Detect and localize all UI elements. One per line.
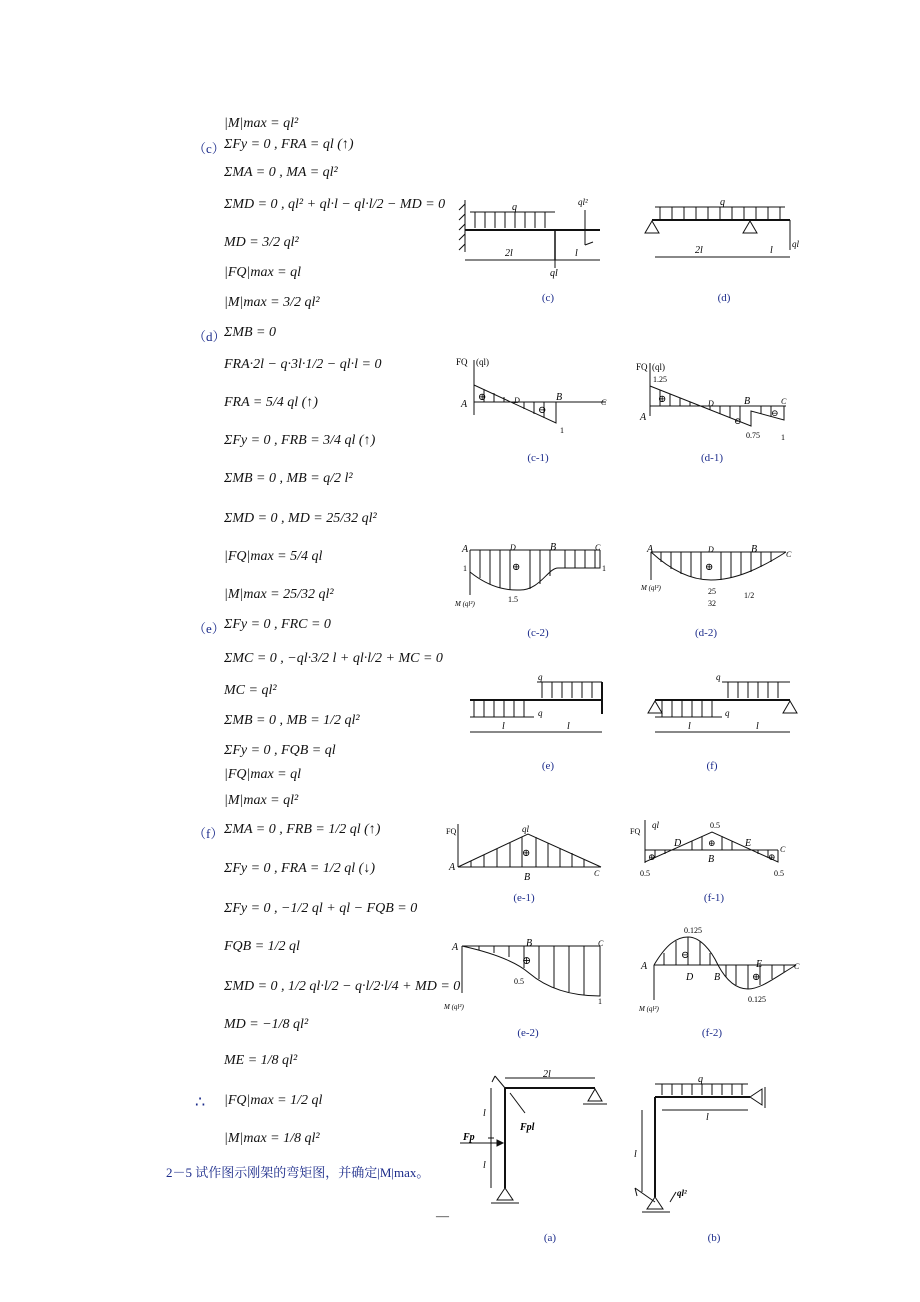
point-e: E (745, 838, 752, 849)
sign-plus: ⊕ (705, 562, 714, 573)
fpl-label: Fpl (520, 1122, 535, 1133)
fq-axis-label: FQ (636, 362, 648, 372)
caption-e1: (e-1) (513, 892, 535, 904)
sign-plus: ⊕ (768, 852, 776, 862)
eq-line: ΣMD = 0 , 1/2 ql·l/2 − q·l/2·l/4 + MD = 0 (224, 979, 461, 994)
fq-axis-label: FQ (446, 827, 457, 836)
point-b: B (708, 854, 715, 865)
q-label: q (512, 202, 517, 213)
eq-line: ME = 1/8 ql² (224, 1053, 298, 1068)
point-a: A (449, 862, 456, 873)
span-2l-label: 2l (695, 245, 703, 256)
value-0-125: 0.125 (684, 926, 702, 935)
point-d: D (708, 545, 714, 554)
figure-d2-moment (636, 540, 806, 615)
value-1: 1 (598, 997, 602, 1006)
figure-e1-shear (446, 822, 611, 884)
point-c: C (781, 397, 787, 406)
eq-line: MC = ql² (224, 683, 277, 698)
q-label: q (720, 197, 725, 208)
m-axis-label: M (ql²) (639, 1005, 659, 1013)
value-0-5: 0.5 (774, 869, 784, 878)
eq-line: ΣFy = 0 , −1/2 ql + ql − FQB = 0 (224, 901, 418, 916)
q-label: q (538, 672, 543, 682)
caption-d2: (d-2) (695, 627, 717, 639)
eq-line: ΣFy = 0 , FRA = ql (↑) (224, 137, 354, 152)
eq-line: ΣFy = 0 , FRB = 3/4 ql (↑) (224, 433, 376, 448)
eq-line: MD = 3/2 ql² (224, 235, 299, 250)
point-a: A (462, 544, 469, 555)
sign-plus: ⊕ (708, 838, 716, 848)
value-32: 32 (708, 599, 716, 608)
value-1-5: 1.5 (508, 595, 518, 604)
point-b: B (714, 972, 721, 983)
figure-f1-shear (630, 818, 800, 880)
caption-f: (f) (706, 760, 718, 772)
value-1: 1 (463, 564, 467, 573)
span-l-label: l (567, 721, 570, 732)
eq-line: ΣMA = 0 , FRB = 1/2 ql (↑) (224, 822, 381, 837)
value-1: 1 (602, 564, 606, 573)
span-l-label: l (634, 1149, 637, 1160)
span-l-label: l (706, 1112, 709, 1123)
figure-a-frame (455, 1068, 615, 1218)
value-half: 1/2 (744, 591, 755, 600)
eq-line: |M|max = 1/8 ql² (224, 1131, 320, 1146)
eq-line: ΣMD = 0 , ql² + ql·l − ql·l/2 − MD = 0 (224, 197, 446, 212)
fq-axis-label: FQ (630, 827, 641, 836)
eq-line: ΣMA = 0 , MA = ql² (224, 165, 338, 180)
m-axis-label: M (ql²) (455, 600, 475, 608)
part-tag-d: （d） (193, 329, 226, 344)
sign-minus: ⊖ (681, 950, 690, 961)
value-1-25: 1.25 (653, 375, 667, 384)
fp-label: Fp (463, 1132, 475, 1143)
span-l-label: l (483, 1108, 486, 1119)
eq-line: |M|max = ql² (224, 793, 299, 808)
eq-line: FQB = 1/2 ql (224, 939, 300, 954)
caption-e2: (e-2) (517, 1027, 539, 1039)
point-a: A (640, 412, 647, 423)
eq-line: ΣMD = 0 , MD = 25/32 ql² (224, 511, 377, 526)
fq-unit-label: (ql) (476, 357, 489, 367)
eq-line: ΣFy = 0 , FRA = 1/2 ql (↓) (224, 861, 375, 876)
span-l-label: l (756, 721, 759, 732)
point-a: A (461, 399, 468, 410)
point-b: B (524, 872, 531, 883)
sign-plus: ⊕ (648, 852, 656, 862)
value-25: 25 (708, 587, 716, 596)
figure-f-beam (640, 672, 805, 747)
sign-plus: ⊕ (658, 394, 667, 405)
point-c: C (601, 398, 607, 407)
m-axis-label: M (ql²) (641, 584, 661, 592)
caption-f2: (f-2) (701, 1027, 723, 1039)
point-a: A (452, 942, 459, 953)
caption-e: (e) (541, 760, 555, 772)
eq-line: FRA = 5/4 ql (↑) (224, 395, 318, 410)
eq-line: ΣMC = 0 , −ql·3/2 l + ql·l/2 + MC = 0 (224, 651, 443, 666)
value-0-5: 0.5 (640, 869, 650, 878)
sign-minus: ⊖ (538, 405, 547, 416)
eq-line: ΣMB = 0 (224, 325, 276, 340)
figure-d1-shear (636, 358, 796, 443)
span-2l-label: 2l (543, 1069, 551, 1080)
figure-c2-moment (440, 540, 615, 612)
point-c: C (794, 962, 800, 971)
value-0-125: 0.125 (748, 995, 766, 1004)
caption-b: (b) (707, 1232, 721, 1244)
span-l-label: l (688, 721, 691, 732)
eq-line: |FQ|max = 5/4 ql (224, 549, 323, 564)
eq-line: |FQ|max = ql (224, 265, 302, 280)
q-label: q (538, 708, 543, 718)
ql2-label: ql² (677, 1188, 687, 1198)
sign-plus: ⊕ (522, 848, 531, 859)
q-label: q (698, 1074, 703, 1085)
caption-f1: (f-1) (703, 892, 725, 904)
point-d: D (510, 543, 516, 552)
m-axis-label: M (ql²) (444, 1003, 464, 1011)
eq-line: FRA·2l − q·3l·1/2 − ql·l = 0 (224, 357, 382, 372)
ql-label: ql (522, 824, 530, 834)
point-c: C (786, 550, 792, 559)
eq-line: |M|max = ql² (224, 116, 299, 131)
point-b: B (556, 392, 563, 403)
figure-c-beam (460, 190, 610, 280)
ql2-label: ql² (578, 197, 588, 207)
sign-plus: ⊕ (522, 955, 532, 967)
part-tag-f: （f） (193, 826, 224, 841)
figure-d-beam (640, 195, 800, 270)
point-b: B (550, 542, 557, 553)
span-l-label: l (770, 245, 773, 256)
figure-c1-shear (456, 355, 616, 435)
span-l-label: l (575, 248, 578, 259)
point-a: A (647, 544, 654, 555)
point-c: C (598, 939, 604, 948)
eq-line: ΣFy = 0 , FRC = 0 (224, 617, 331, 632)
eq-line: |FQ|max = 1/2 ql (224, 1093, 323, 1108)
point-d: D (686, 972, 694, 983)
sign-minus: ⊖ (734, 416, 742, 426)
point-d: D (674, 838, 682, 849)
span-2l-label: 2l (505, 248, 513, 259)
caption-c: (c) (541, 292, 555, 304)
eq-line: |M|max = 25/32 ql² (224, 587, 334, 602)
q-label: q (716, 672, 721, 682)
eq-line: ΣMB = 0 , MB = 1/2 ql² (224, 713, 360, 728)
page-dash: — (436, 1208, 449, 1223)
part-tag-e: （e） (193, 621, 225, 636)
eq-line: ΣMB = 0 , MB = q/2 l² (224, 471, 353, 486)
sign-plus: ⊕ (512, 562, 521, 573)
figure-f2-moment (636, 905, 811, 1015)
eq-line: ΣFy = 0 , FQB = ql (224, 743, 336, 758)
caption-c1: (c-1) (527, 452, 549, 464)
point-b: B (751, 544, 758, 555)
caption-c2: (c-2) (527, 627, 549, 639)
fq-axis-label: FQ (456, 357, 468, 367)
point-c: C (594, 869, 600, 878)
caption-a: (a) (543, 1232, 557, 1244)
ql-label: ql (792, 239, 800, 249)
point-b: B (744, 396, 751, 407)
point-e: E (756, 959, 763, 970)
point-a: A (641, 961, 648, 972)
value-0-75: 0.75 (746, 431, 760, 440)
point-c: C (780, 845, 786, 854)
span-l-label: l (502, 721, 505, 732)
eq-line: |FQ|max = ql (224, 767, 302, 782)
ql-label: ql (652, 820, 660, 830)
ql-label: ql (550, 268, 558, 279)
point-d: D (708, 399, 714, 408)
problem-statement: 2－5 试作图示刚架的弯矩图，并确定|M|max。 (166, 1165, 430, 1180)
value-1: 1 (560, 426, 564, 435)
eq-line: MD = −1/8 ql² (224, 1017, 309, 1032)
sign-minus: ⊖ (771, 408, 779, 418)
span-l-label: l (483, 1160, 486, 1171)
figure-e-beam (462, 672, 612, 747)
sign-plus: ⊕ (478, 392, 487, 403)
point-c: C (595, 543, 601, 552)
q-label: q (725, 708, 730, 718)
point-d: D (514, 396, 520, 405)
eq-line: |M|max = 3/2 ql² (224, 295, 320, 310)
figure-e2-moment (444, 938, 614, 1013)
therefore-symbol: ∴ (195, 1094, 206, 1111)
caption-d: (d) (717, 292, 731, 304)
sign-plus: ⊕ (752, 972, 761, 983)
point-b: B (526, 938, 533, 949)
figure-b-frame (620, 1072, 780, 1222)
value-1: 1 (781, 433, 785, 442)
value-0-5: 0.5 (710, 821, 720, 830)
caption-d1: (d-1) (701, 452, 723, 464)
fq-unit-label: (ql) (652, 362, 665, 372)
part-tag-c: （c） (193, 141, 225, 156)
value-0-5: 0.5 (514, 977, 524, 986)
